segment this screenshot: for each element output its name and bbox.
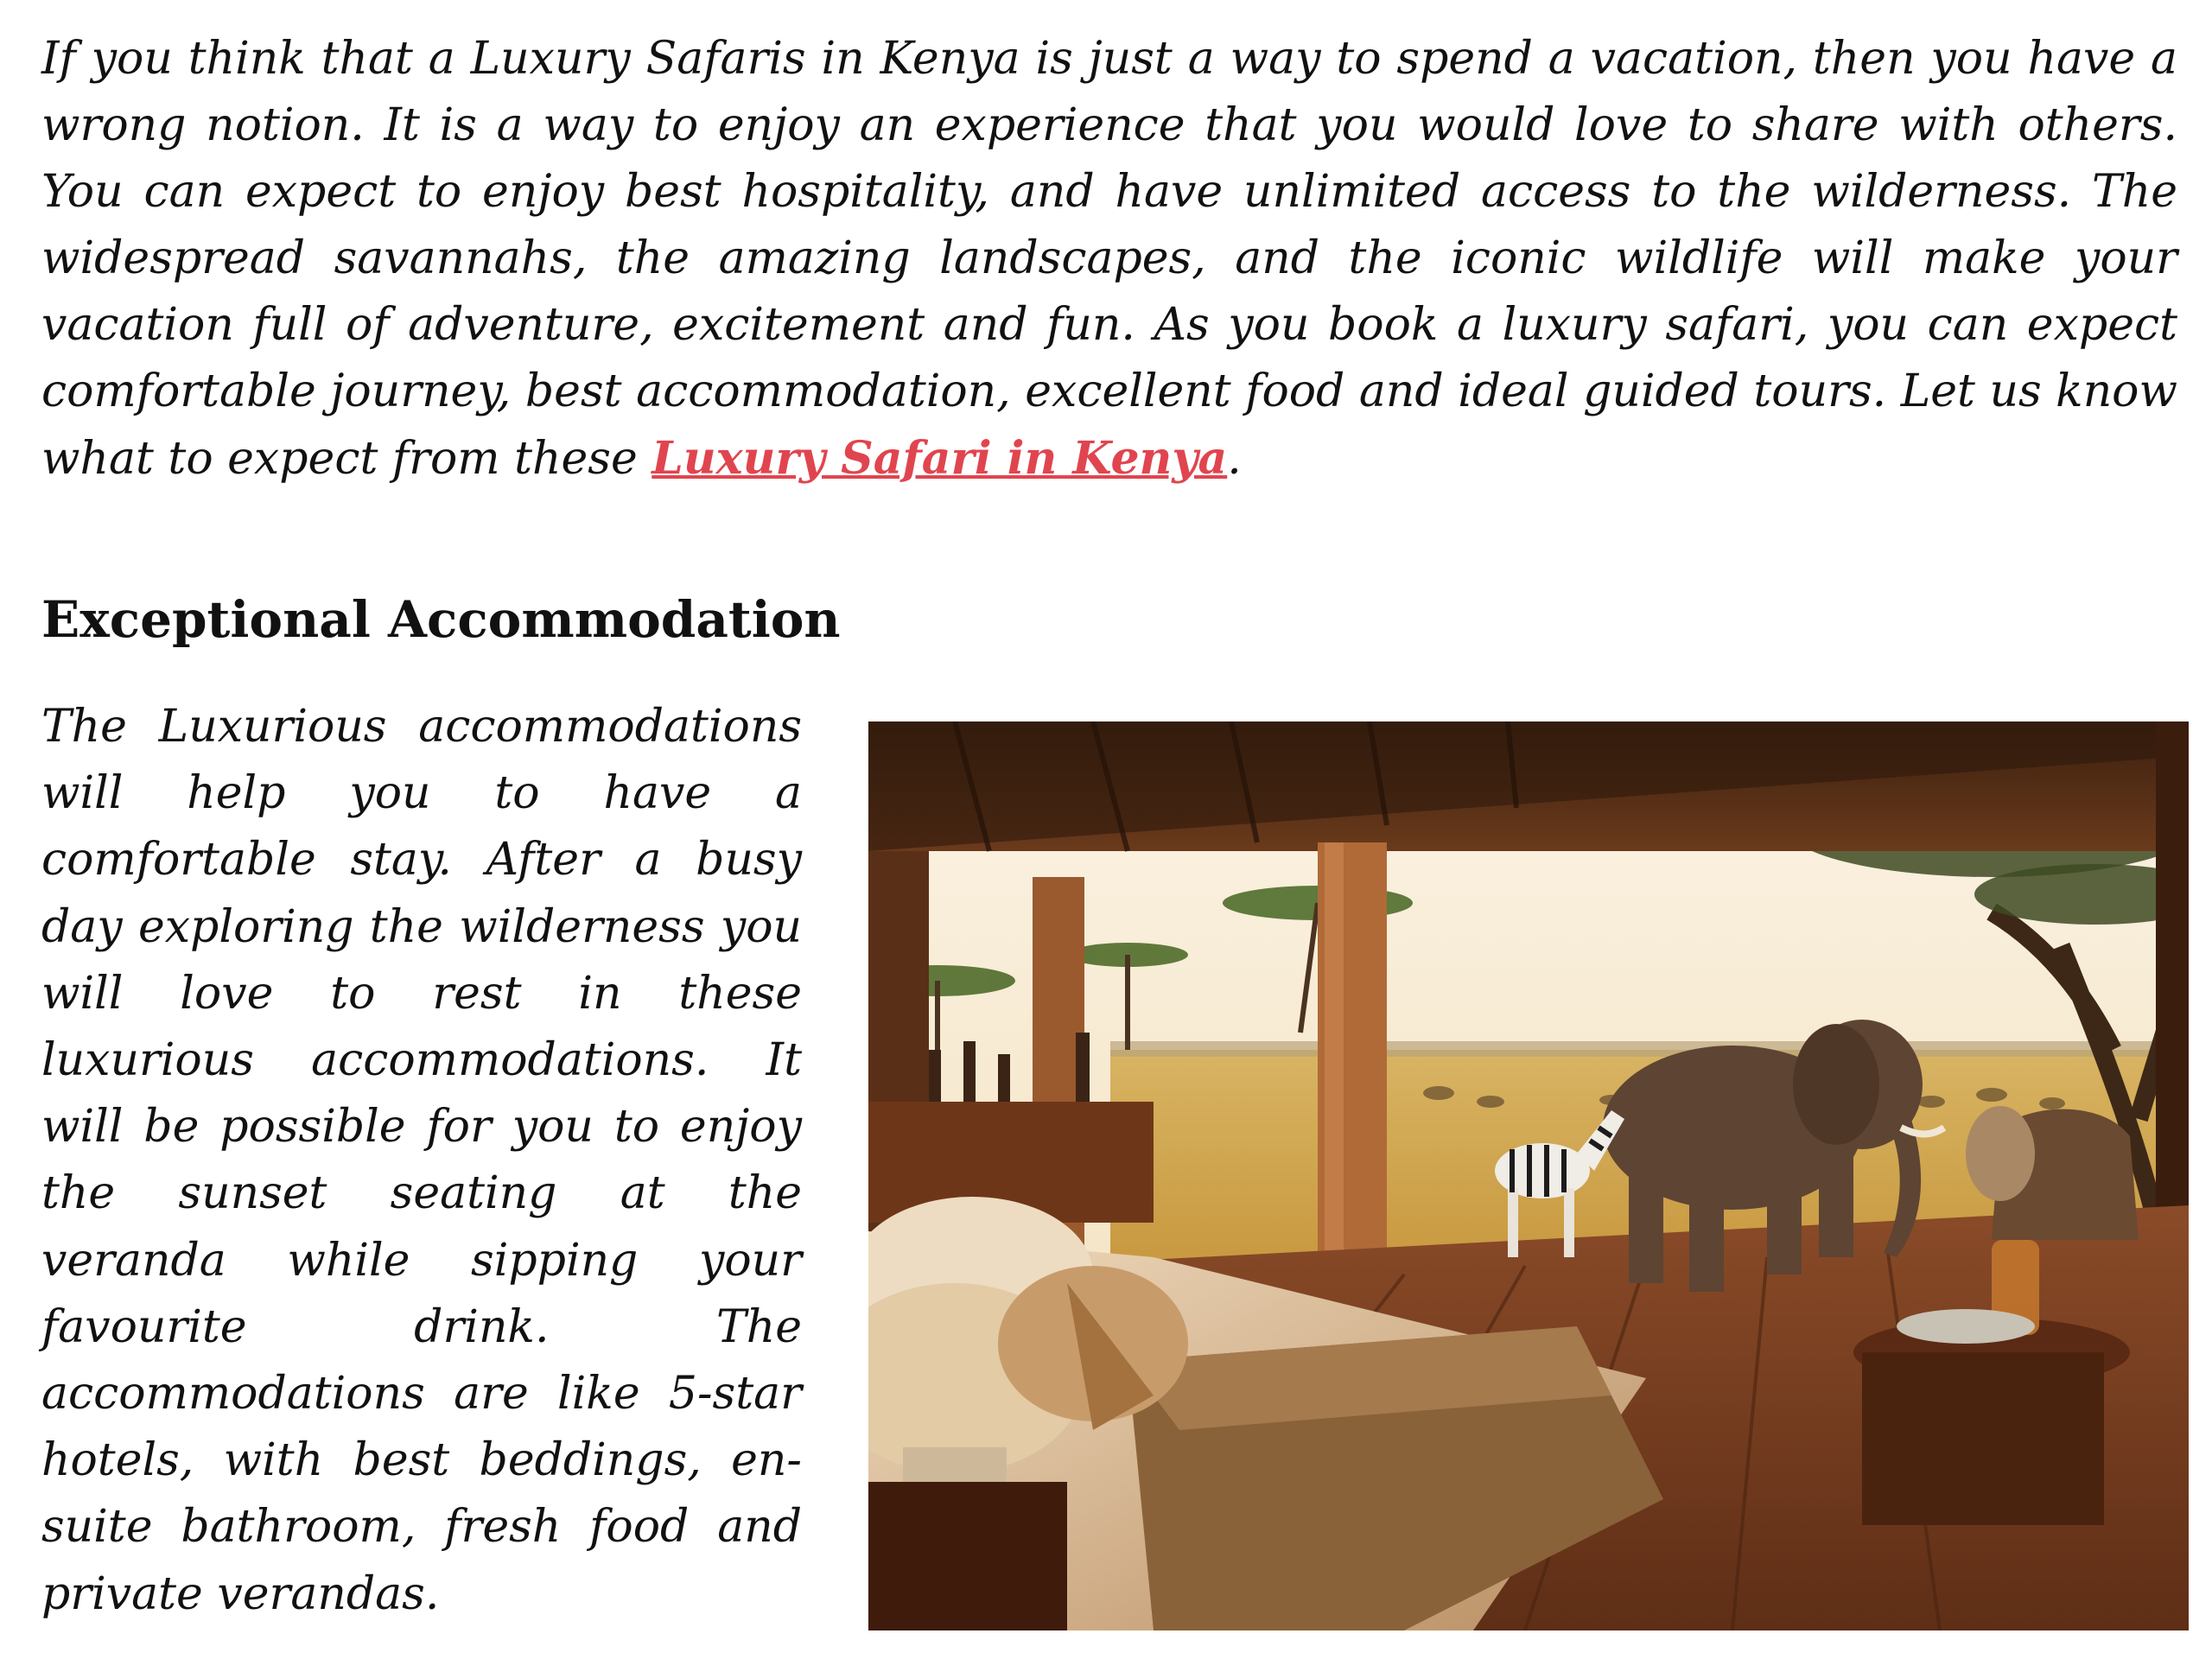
luxury-safari-link[interactable]: Luxury Safari in Kenya: [652, 432, 1228, 485]
safari-lodge-photo: [868, 721, 2189, 1630]
intro-text: If you think that a Luxury Safaris in Kenya is just a way to spend a vacation, then you have a wrong notion. It is a way to enjoy an experience that you would love to share with others. You can expect to enjoy best hospitality, and have unlimited access to the wilderness. The widespread savannahs, the amazing landscapes, and the iconic wildlife will make your vacation full of adventure, excitement and fun. As you book a luxury safari, you can expect comfortable journey, best accommodation, excellent food and ideal guided tours. Let us know what to expect from these: [41, 33, 2177, 485]
safari-lodge-illustration: [868, 721, 2189, 1630]
intro-paragraph: [41, 26, 2177, 493]
intro-text-end: .: [1227, 433, 1242, 485]
section-heading: Exceptional Accommodation: [41, 590, 841, 649]
section-body: The Luxurious accommodations will help you to have a comfortable stay. After a busy day exploring the wilderness you will love to rest in these luxurious accommodations. It will be possible for you to enjoy the sunset seating at the veranda while sipping your favourite drink. The accommodations are like 5-star hotels, with best beddings, en-suite bathroom, fresh food and private verandas.: [41, 701, 802, 1620]
